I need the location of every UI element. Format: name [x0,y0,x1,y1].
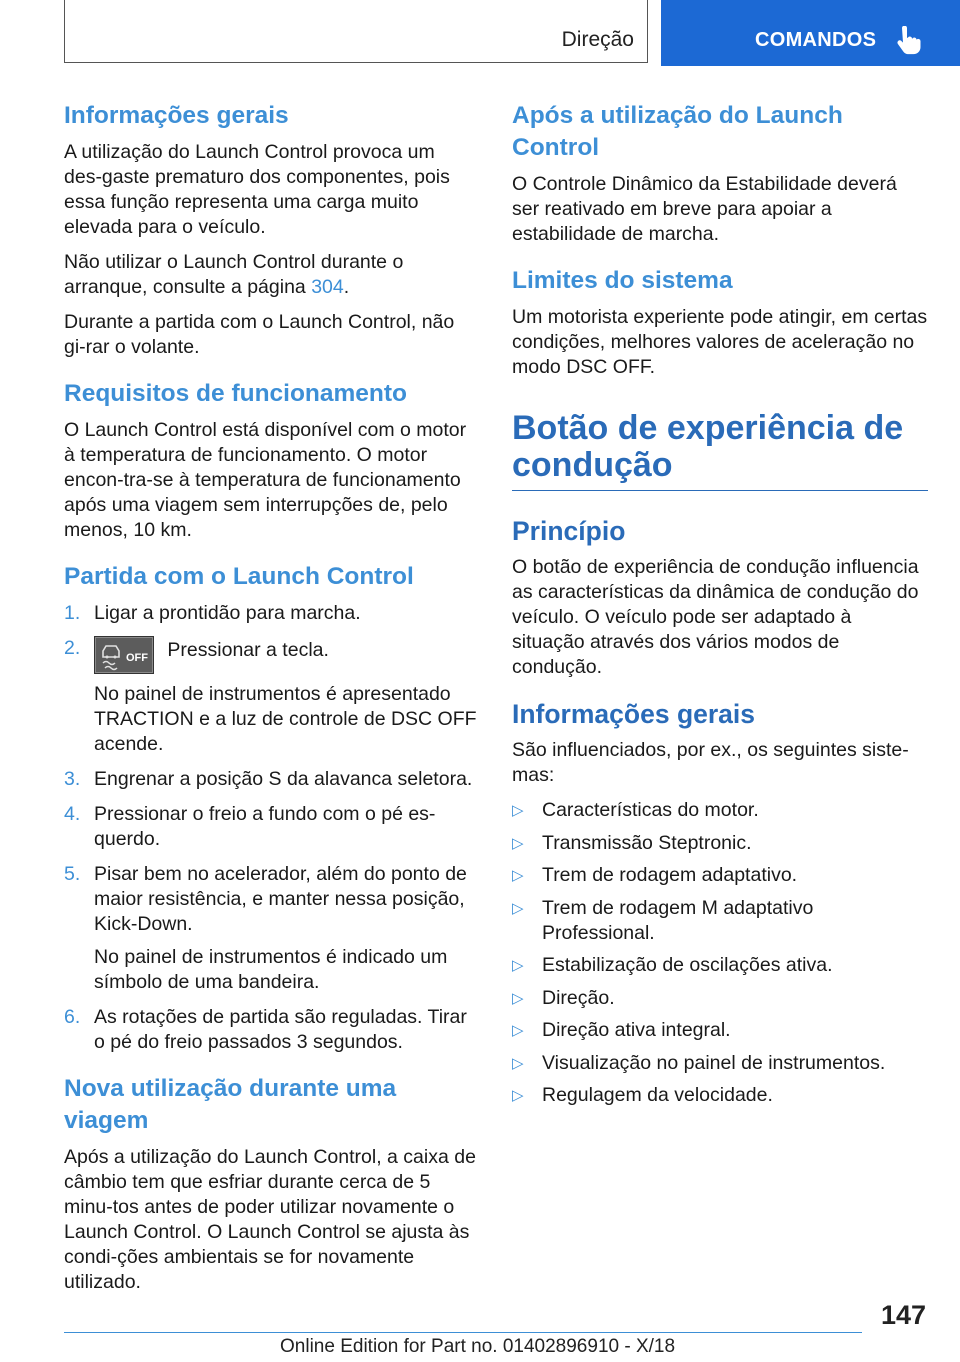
list-item [512,1051,928,1076]
triangle-bullet-icon: ▷ [512,834,524,852]
page-header [0,0,960,66]
limits-paragraph: Um motorista experiente pode atingir, em certas condições, melhores valores de aceleração no modo DSC OFF. [512,306,928,378]
after-use-heading: Após a utilização do Launch Control [512,102,843,161]
limits-heading: Limites do sistema [512,267,733,294]
triangle-bullet-icon: ▷ [512,867,524,884]
left-column [64,100,478,1305]
info-paragraph-2 [64,250,478,300]
triangle-bullet-icon: ▷ [512,802,524,819]
principle-heading: Princípio [512,516,626,546]
general-info-paragraph: São influenciados, por ex., os seguintes siste-mas: [512,739,909,786]
new-use-paragraph: Após a utilização do Launch Control, a caixa de câmbio tem que esfriar durante cerca de 5 minu-tos antes de poder utilizar novamente o Launch Control. O Launch Control se ajusta às condi-ções ambientais se for novamente utilizado. [64,1146,476,1293]
step-number: 3. [64,768,81,790]
triangle-bullet-icon: ▷ [512,1022,524,1039]
dsc-off-button-icon [94,636,154,674]
list-item [512,953,928,978]
general-info-heading: Informações gerais [512,699,756,729]
step-number: 6. [64,1006,81,1028]
list-item-text: Características do motor. [542,799,759,821]
step-text: Ligar a prontidão para marcha. [94,602,361,624]
step-text: Pressionar a tecla. [167,639,329,661]
page-reference-link[interactable]: 304 [311,276,344,298]
step-text: Pressionar o freio a fundo com o pé es-querdo. [94,803,436,850]
list-item-text: Transmissão Steptronic. [542,831,752,854]
step-subtext: No painel de instrumentos é indicado um símbolo de uma bandeira. [94,946,448,993]
requirements-paragraph: O Launch Control está disponível com o motor à temperatura de funcionamento. O motor encon-tra-se à temperatura de funcionamento após uma viagem sem interrupções de, pelo menos, 10 km. [64,419,467,541]
chapter-title-rule [512,490,928,491]
list-item-text: Trem de rodagem adaptativo. [542,864,798,886]
chapter-tab-label: COMANDOS [755,29,877,51]
chapter-tab[interactable] [661,0,960,66]
list-item [512,896,928,946]
dsc-off-label: OFF [126,652,148,664]
step-item [64,1005,478,1055]
step-number: 5. [64,863,81,885]
list-item-text: Direção ativa integral. [542,1019,731,1041]
list-item-text: Visualização no painel de instrumentos. [542,1051,886,1074]
info-paragraph-1: A utilização do Launch Control provoca um des-gaste prematuro dos componentes, pois essa função representa uma carga muito elevada para o veículo. [64,141,450,238]
influenced-systems-list [512,798,928,1108]
info-paragraph-2-text: Não utilizar o Launch Control durante o arranque, consulte a página [64,251,404,298]
list-item [512,798,928,823]
list-item [512,1018,928,1043]
chapter-title: Botão de experiência de condução [512,409,904,484]
after-use-paragraph: O Controle Dinâmico da Estabilidade deverá ser reativado em breve para apoiar a estabilidade de marcha. [512,173,897,245]
requirements-heading: Requisitos de funcionamento [64,380,408,407]
step-item [64,636,478,757]
list-item [512,986,928,1011]
start-steps [64,601,478,1055]
info-heading: Informações gerais [64,102,289,129]
info-paragraph-3: Durante a partida com o Launch Control, não gi-rar o volante. [64,311,455,358]
info-paragraph-2-end: . [343,276,350,298]
triangle-bullet-icon: ▷ [512,899,524,917]
step-item [64,802,478,852]
new-use-heading: Nova utilização durante uma viagem [64,1075,397,1134]
step-number: 4. [64,803,81,825]
triangle-bullet-icon: ▷ [512,1054,524,1072]
triangle-bullet-icon: ▷ [512,957,524,974]
list-item-text: Estabilização de oscilações ativa. [542,954,833,976]
step-number: 1. [64,602,81,624]
step-text: Engrenar a posição S da alavanca seletora. [94,768,473,790]
step-text: Pisar bem no acelerador, além do ponto de maior resistência, e manter nessa posição, Kick-Down. [94,863,467,935]
list-item-text: Direção. [542,986,615,1009]
step-item [64,601,478,626]
triangle-bullet-icon: ▷ [512,1087,524,1104]
list-item [512,1083,928,1108]
start-heading: Partida com o Launch Control [64,563,414,590]
header-section-title: Direção [561,28,634,51]
edition-note: Online Edition for Part no. 01402896910 - X/18 [280,1336,676,1357]
hand-pointer-icon [895,26,921,56]
step-item [64,767,478,792]
footer-rule [64,1332,862,1333]
principle-paragraph: O botão de experiência de condução influencia as características da dinâmica de condução do veículo. O veículo pode ser adaptado à situação através dos vários modos de condução. [512,556,919,678]
list-item [512,863,928,888]
triangle-bullet-icon: ▷ [512,989,524,1007]
page-number: 147 [880,1300,926,1330]
list-item [512,831,928,856]
step-subtext: No painel de instrumentos é apresentado TRACTION e a luz de controle de DSC OFF acende. [94,683,477,755]
step-number: 2. [64,637,81,659]
right-column [512,100,928,1116]
step-text: As rotações de partida são reguladas. Tirar o pé do freio passados 3 segundos. [94,1006,467,1053]
list-item-text: Trem de rodagem M adaptativo Professional. [542,896,814,944]
header-section-box [64,0,648,63]
step-item [64,862,478,995]
list-item-text: Regulagem da velocidade. [542,1084,773,1106]
